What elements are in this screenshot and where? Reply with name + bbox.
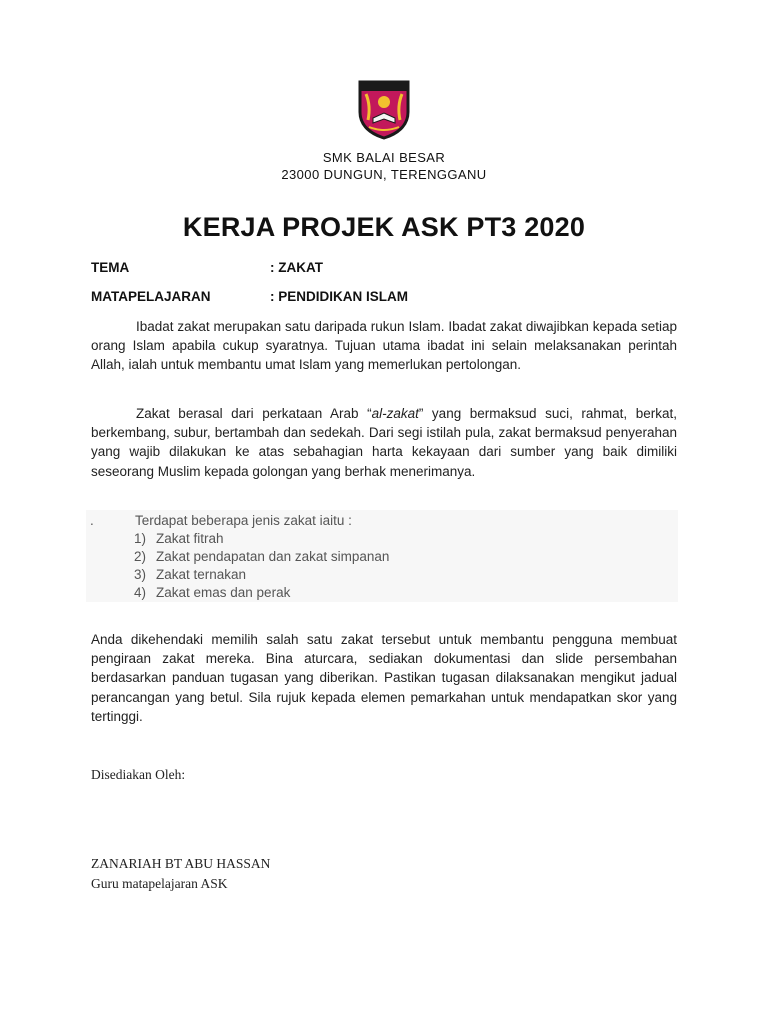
subject-value: : PENDIDIKAN ISLAM (270, 289, 408, 304)
list-item-text: Zakat fitrah (156, 531, 224, 546)
meta-subject-row (91, 289, 408, 304)
list-item-number: 4) (134, 585, 147, 600)
list-item (134, 566, 389, 584)
list-item (134, 548, 389, 566)
school-crest-icon (357, 76, 411, 140)
meta-tema-row (91, 260, 323, 275)
paragraph-intro-text: Ibadat zakat merupakan satu daripada rukun Islam. Ibadat zakat diwajibkan kepada setiap orang Islam apabila cukup syaratnya. Tujuan utama ibadat ini selain melaksanakan perintah Allah, ialah untuk membantu umat Islam yang memerlukan pertolongan. (91, 319, 677, 373)
list-item (134, 530, 389, 548)
school-address: 23000 DUNGUN, TERENGGANU (281, 167, 487, 182)
list-item-number: 2) (134, 549, 147, 564)
list-item-text: Zakat emas dan perak (156, 585, 291, 600)
list-intro-text: Terdapat beberapa jenis zakat iaitu : (135, 513, 352, 528)
tema-label: TEMA (91, 260, 130, 275)
list-item-number: 1) (134, 531, 147, 546)
subject-label: MATAPELAJARAN (91, 289, 211, 304)
tema-value: : ZAKAT (270, 260, 323, 275)
list-item (134, 584, 389, 602)
list-item-number: 3) (134, 567, 147, 582)
paragraph-definition (91, 404, 677, 481)
list-item-text: Zakat ternakan (156, 567, 247, 582)
teacher-name: ZANARIAH BT ABU HASSAN (91, 856, 271, 871)
paragraph-instructions: Anda dikehendaki memilih salah satu zakat tersebut untuk membantu pengguna membuat pengiraan zakat mereka. Bina aturcara, sediakan dokumentasi dan slide persembahan berdasarkan panduan tugasan yang diberikan. Pastikan tugasan dilaksanakan mengikut jadual perancangan yang betul. Sila rujuk kepada elemen pemarkahan untuk mendapatkan skor yang tertinggi. (91, 632, 677, 724)
paragraph-intro (91, 317, 677, 375)
arabic-term: al-zakat (371, 406, 419, 421)
prepared-by-label: Disediakan Oleh: (91, 767, 186, 782)
paragraph-definition-before: Zakat berasal dari perkataan Arab “ (136, 406, 372, 421)
list-item-text: Zakat pendapatan dan zakat simpanan (156, 549, 390, 564)
school-name: SMK BALAI BESAR (322, 150, 446, 165)
paragraph-definition-after: ” yang bermaksud suci, rahmat, berkat, berkembang, subur, bertambah dan sedekah. Dari segi istilah pula, zakat bermaksud penyerahan yang wajib dilakukan ke atas sebahagian harta kekayaan dari sumber yang baik dimiliki seseorang Muslim kepada golongan yang berhak menerimanya. (91, 406, 677, 479)
list-items (134, 530, 389, 602)
list-intro (90, 512, 352, 530)
teacher-role: Guru matapelajaran ASK (91, 876, 228, 891)
page-title: KERJA PROJEK ASK PT3 2020 (182, 212, 586, 242)
zakat-types-list (86, 510, 678, 602)
list-bullet: . (90, 513, 94, 528)
